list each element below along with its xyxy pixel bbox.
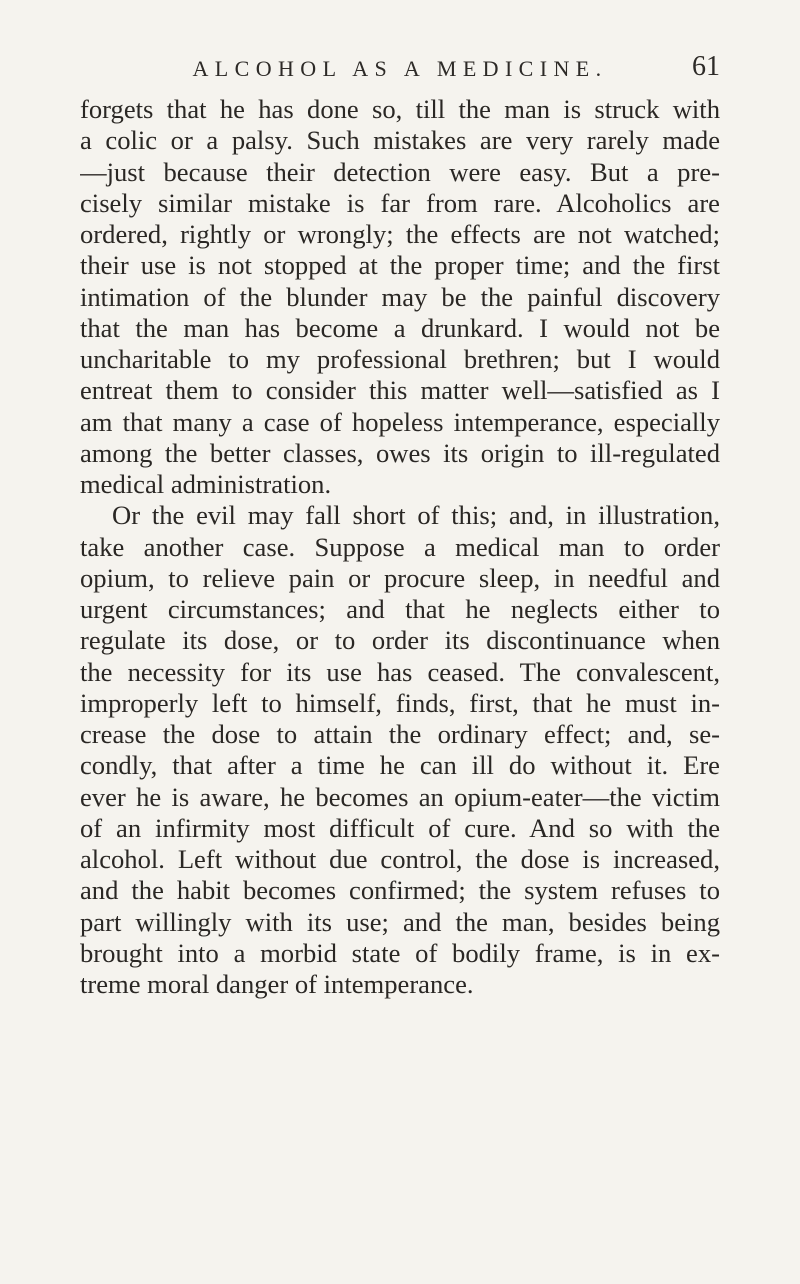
text-line: improperly left to himself, finds, first, that he must in- [80,687,720,718]
text-line: am that many a case of hopeless intemperance, especially [80,406,720,437]
text-line: a colic or a palsy. Such mistakes are very rarely made [80,125,720,156]
paragraph-2 [80,500,720,1000]
text-line: part willingly with its use; and the man, besides being [80,906,720,937]
text-line: crease the dose to attain the ordinary effect; and, se- [80,719,720,749]
text-line: forgets that he has done so, till the man is struck with [80,94,720,124]
text-line: among the better classes, owes its origin to ill-regulated [80,437,720,468]
text-line: take another case. Suppose a medical man to order [80,531,720,562]
body-text [80,94,720,1000]
text-line: ordered, rightly or wrongly; the effects are not watched; [80,219,720,249]
text-line: ever he is aware, he becomes an opium-eater—the victim [80,781,720,812]
text-line: the necessity for its use has ceased. The convalescent, [80,656,720,687]
text-line: condly, that after a time he can ill do without it. Ere [80,750,720,781]
text-line: of an infirmity most difficult of cure. And so with the [80,812,720,843]
text-line: cisely similar mistake is far from rare. Alcoholics are [80,187,720,218]
text-line: entreat them to consider this matter well—satisfied as I [80,375,720,406]
text-line: uncharitable to my professional brethren; but I would [80,344,720,374]
running-title: ALCOHOL AS A MEDICINE. [192,56,608,81]
text-line: treme moral danger of intemperance. [80,969,474,999]
text-line: their use is not stopped at the proper time; and the first [80,250,720,281]
text-line: urgent circumstances; and that he neglects either to [80,594,720,624]
text-line: brought into a morbid state of bodily frame, is in ex- [80,937,720,968]
text-line: opium, to relieve pain or procure sleep, in needful and [80,562,720,593]
text-line: and the habit becomes confirmed; the system refuses to [80,875,720,906]
text-line: medical administration. [80,469,332,499]
text-line: intimation of the blunder may be the painful discovery [80,281,720,312]
text-line: alcohol. Left without due control, the dose is increased, [80,844,720,874]
text-line: that the man has become a drunkard. I would not be [80,312,720,343]
text-line: Or the evil may fall short of this; and, in illustration, [112,500,720,531]
paragraph-1 [80,94,720,500]
text-line: —just because their detection were easy. But a pre- [80,156,720,187]
running-head [80,50,720,90]
page-number: 61 [692,51,720,82]
text-line: regulate its dose, or to order its discontinuance when [80,625,720,656]
